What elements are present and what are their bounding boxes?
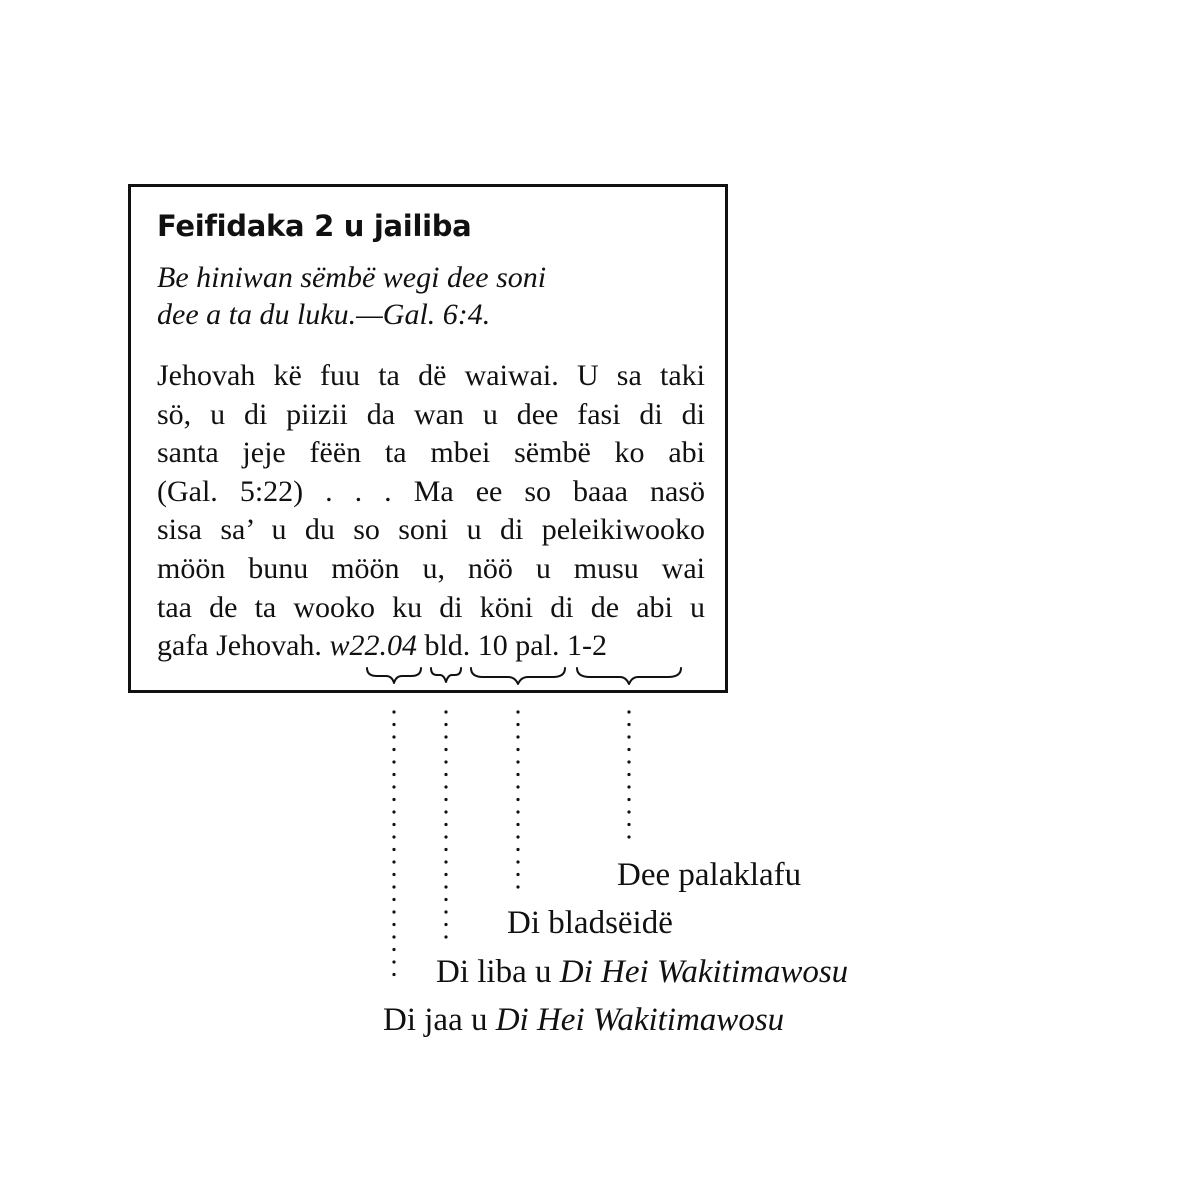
daily-text-heading: Feifidaka 2 u jailiba	[157, 209, 472, 243]
ref-issue: .04	[379, 629, 417, 663]
verse-line: Be hiniwan sëmbë wegi dee soni	[157, 261, 547, 294]
label-issue-prefix: Di liba u	[436, 954, 560, 990]
ref-paragraph: pal. 1-2	[515, 629, 607, 663]
comment-line: santa jeje fëën ta mbei sëmbë ko abi	[157, 436, 705, 470]
brace-page	[471, 668, 565, 684]
comment-line: möön bunu möön u, nöö u musu wai	[157, 551, 705, 585]
comment-last-text: gafa Jehovah.	[157, 629, 322, 663]
brace-year	[367, 668, 421, 683]
label-page: Di bladsëidë	[507, 905, 673, 941]
label-year-title: Di Hei Wakitimawosu	[495, 1002, 785, 1038]
label-issue	[436, 956, 848, 989]
brace-issue	[431, 668, 461, 682]
comment-line: sö, u di piizii da wan u dee fasi di di	[157, 397, 705, 431]
label-issue-title: Di Hei Wakitimawosu	[559, 954, 849, 990]
comment-line: (Gal. 5:22) . . . Ma ee so baaa nasö	[157, 474, 705, 508]
comment-line: sisa sa’ u du so soni u di peleikiwooko	[157, 513, 705, 547]
ref-year: w22	[329, 629, 380, 663]
comment-line: taa de ta wooko ku di köni di de abi u	[157, 590, 705, 624]
ref-page: bld. 10	[424, 629, 508, 663]
label-year	[383, 1004, 784, 1037]
verse-line: dee a ta du luku.—Gal. 6:4.	[157, 298, 491, 331]
comment-line: Jehovah kë fuu ta dë waiwai. U sa taki	[157, 359, 705, 392]
brace-paragraph	[577, 668, 681, 684]
label-paragraph: Dee palaklafu	[617, 857, 802, 893]
label-year-prefix: Di jaa u	[383, 1002, 496, 1038]
